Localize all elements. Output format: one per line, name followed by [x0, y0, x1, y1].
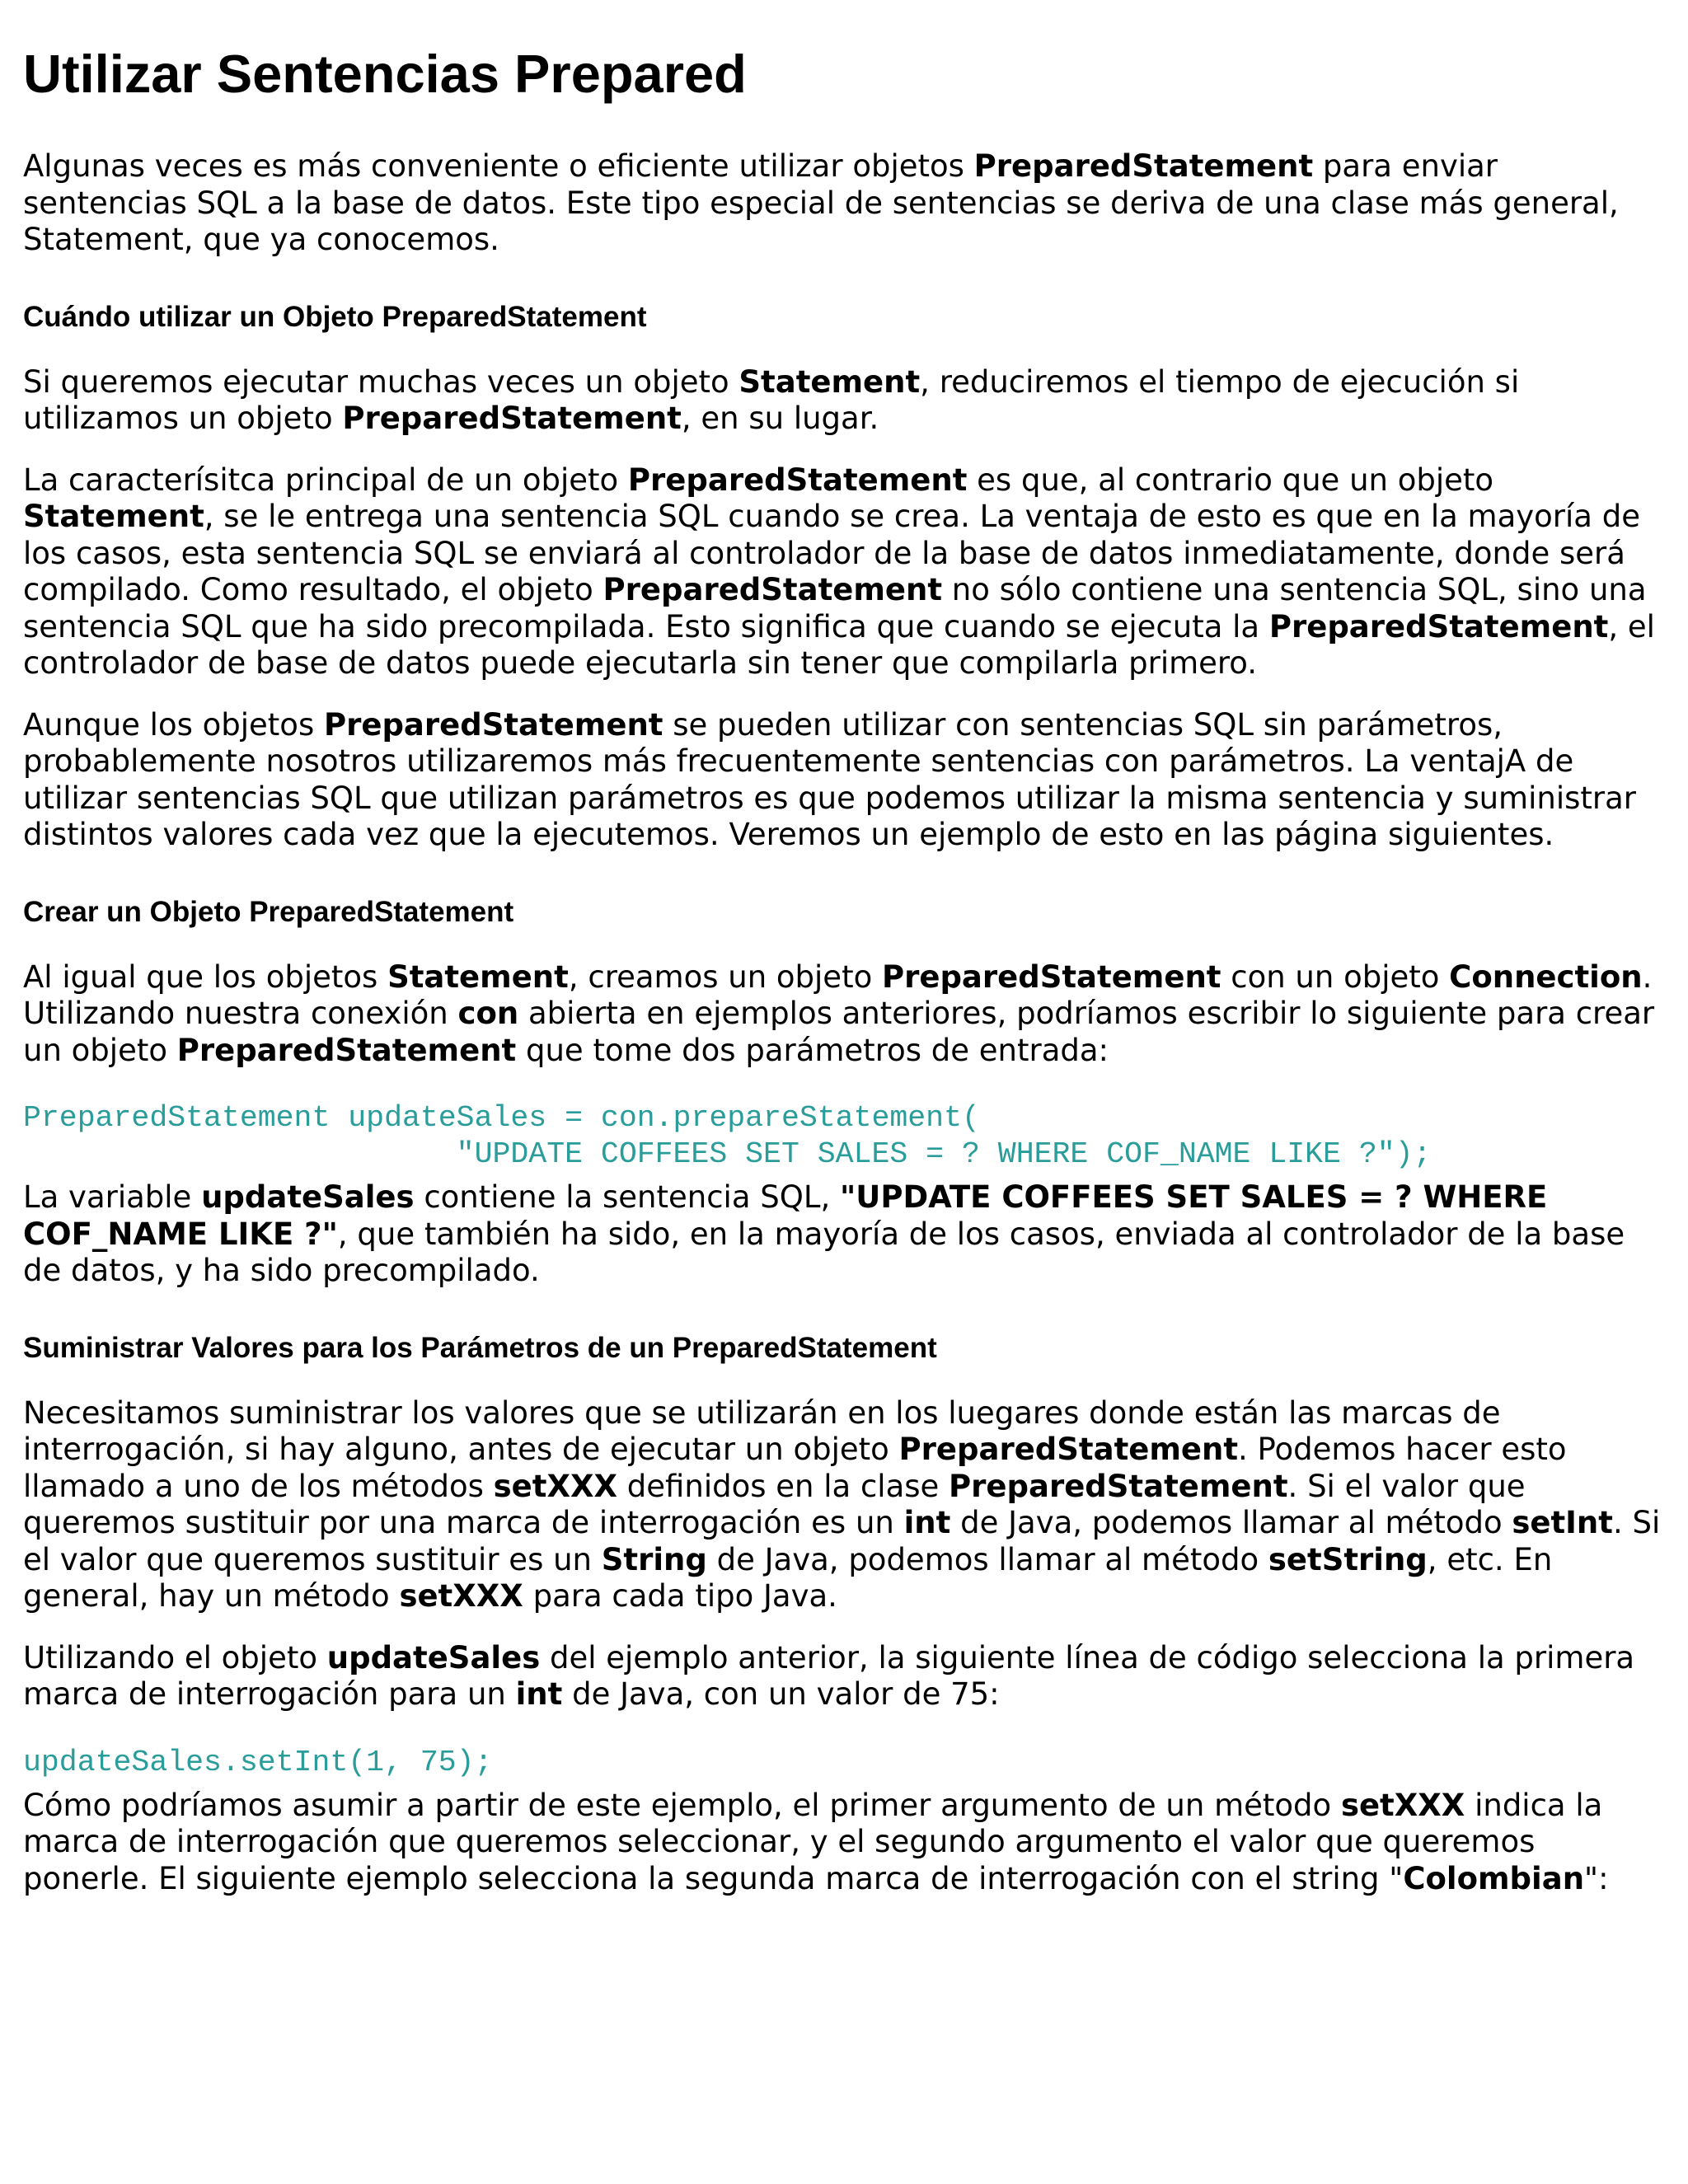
bold-term: PreparedStatement — [898, 1432, 1239, 1467]
bold-term: setXXX — [1340, 1787, 1465, 1823]
section-heading-supply-values: Suministrar Valores para los Parámetros de un PreparedStatement — [23, 1331, 937, 1364]
text-run: para enviar sentencias SQL a la base de datos. Este tipo especial de sentencias se deriva de una clase más general, Statement, que ya conocemos. — [23, 148, 1619, 257]
text-run: definidos en la clase — [617, 1468, 950, 1504]
bold-term: setXXX — [493, 1468, 618, 1504]
paragraph — [23, 707, 1667, 854]
text-run: que tome dos parámetros de entrada: — [516, 1032, 1109, 1068]
bold-term: Statement — [23, 499, 204, 534]
bold-term: PreparedStatement — [342, 401, 682, 436]
text-run: , creamos un objeto — [568, 958, 882, 995]
bold-term: Connection — [1449, 958, 1643, 995]
paragraph — [23, 959, 1667, 1070]
text-run: , etc. En general, hay un método — [23, 1541, 1553, 1614]
bold-term: PreparedStatement — [973, 148, 1314, 184]
text-run: La variable — [23, 1179, 202, 1215]
section-heading-when-to-use: Cuándo utilizar un Objeto PreparedStatement — [23, 300, 647, 333]
paragraph — [23, 1179, 1667, 1290]
bold-term: PreparedStatement — [176, 1032, 517, 1068]
text-run: indica la marca de interrogación que queremos seleccionar, y el segundo argumento el valor que queremos ponerle. El siguiente ejemplo selecciona la segunda marca de interrogación con el string " — [23, 1787, 1603, 1896]
paragraph — [23, 462, 1667, 682]
paragraph — [23, 1788, 1667, 1898]
bold-term: int — [515, 1676, 563, 1712]
text-run: del ejemplo anterior, la siguiente línea de código selecciona la primera marca de interrogación para un — [23, 1639, 1635, 1712]
text-run: . Podemos hacer esto llamado a uno de los métodos — [23, 1432, 1567, 1504]
text-run: es que, al contrario que un objeto — [967, 462, 1494, 498]
bold-term: PreparedStatement — [627, 462, 968, 498]
bold-term: PreparedStatement — [949, 1468, 1288, 1504]
bold-term: "UPDATE COFFEES SET SALES = ? WHERE COF_NAME LIKE ?" — [23, 1179, 1548, 1252]
bold-term: PreparedStatement — [323, 706, 663, 743]
text-run: Aunque los objetos — [23, 706, 324, 743]
text-run: . Utilizando nuestra conexión — [23, 958, 1653, 1031]
paragraph — [23, 1395, 1667, 1615]
text-run: , reduciremos el tiempo de ejecución si utilizamos un objeto — [23, 363, 1520, 436]
intro-paragraph — [23, 148, 1667, 259]
bold-term: updateSales — [326, 1639, 541, 1675]
text-run: La caracterísitca principal de un objeto — [23, 462, 628, 498]
bold-term: int — [903, 1505, 951, 1540]
text-run: de Java, podemos llamar al método — [706, 1541, 1268, 1577]
bold-term: setXXX — [399, 1578, 523, 1614]
text-run: se pueden utilizar con sentencias SQL sin parámetros, probablemente nosotros utilizaremos más frecuentemente sentencias con parámetros. La ventajA de utilizar sentencias SQL que utilizan parámetros es que podemos utilizar la misma sentencia y suministrar distintos valores cada vez que la ejecutemos. Veremos un ejemplo de esto en las página siguientes. — [23, 706, 1636, 852]
bold-term: String — [601, 1541, 707, 1577]
section-heading-create-object: Crear un Objeto PreparedStatement — [23, 895, 514, 928]
text-run: contiene la sentencia SQL, — [414, 1179, 841, 1215]
bold-term: Statement — [738, 363, 921, 400]
bold-term: updateSales — [201, 1179, 415, 1215]
text-run: Utilizando el objeto — [23, 1639, 327, 1675]
text-run: Si queremos ejecutar muchas veces un objeto — [23, 363, 739, 400]
text-run: Al igual que los objetos — [23, 958, 388, 995]
bold-term: Colombian — [1403, 1860, 1585, 1896]
bold-term: setInt — [1512, 1505, 1613, 1540]
text-run: Necesitamos suministrar los valores que se utilizarán en los luegares donde están las marcas de interrogación, si hay alguno, antes de ejecutar un objeto — [23, 1394, 1501, 1467]
text-run: de Java, con un valor de 75: — [562, 1676, 1000, 1712]
text-run: de Java, podemos llamar al método — [950, 1505, 1512, 1540]
text-run: Algunas veces es más conveniente o eficiente utilizar objetos — [23, 148, 974, 184]
text-run: . Si el valor que queremos sustituir es un — [23, 1505, 1661, 1577]
text-run: , que también ha sido, en la mayoría de los casos, enviada al controlador de la base de datos, y ha sido precompilado. — [23, 1216, 1625, 1288]
text-run: no sólo contiene una sentencia SQL, sino una sentencia SQL que ha sido precompilada. Esto significa que cuando se ejecuta la — [23, 572, 1647, 644]
text-run: Cómo podríamos asumir a partir de este ejemplo, el primer argumento de un método — [23, 1787, 1341, 1823]
code-block-prepare-statement: PreparedStatement updateSales = con.prepareStatement( "UPDATE COFFEES SET SALES = ? WHERE COF_NAME LIKE ?"); — [23, 1101, 1432, 1171]
bold-term: PreparedStatement — [1268, 608, 1609, 644]
code-block-set-int: updateSales.setInt(1, 75); — [23, 1745, 493, 1779]
paragraph — [23, 1640, 1667, 1713]
paragraph — [23, 364, 1667, 438]
text-run: , se le entrega una sentencia SQL cuando se crea. La ventaja de esto es que en la mayoría de los casos, esta sentencia SQL se enviará al controlador de la base de datos inmediatamente, donde será compilado. Como resultado, el objeto — [23, 499, 1640, 607]
text-run: para cada tipo Java. — [523, 1578, 837, 1614]
text-run: . Si el valor que queremos sustituir por una marca de interrogación es un — [23, 1468, 1526, 1540]
bold-term: PreparedStatement — [881, 958, 1221, 995]
page-title: Utilizar Sentencias Prepared — [23, 44, 747, 104]
bold-term: setString — [1268, 1541, 1428, 1577]
text-run: , en su lugar. — [681, 401, 879, 436]
text-run: abierta en ejemplos anteriores, podríamos escribir lo siguiente para crear un objeto — [23, 996, 1655, 1068]
bold-term: PreparedStatement — [603, 572, 943, 607]
document-page — [23, 40, 1667, 1922]
text-run: , el controlador de base de datos puede ejecutarla sin tener que compilarla primero. — [23, 608, 1655, 681]
text-run: con un objeto — [1221, 958, 1450, 995]
text-run: ": — [1584, 1860, 1609, 1896]
bold-term: con — [457, 996, 519, 1031]
bold-term: Statement — [387, 958, 569, 995]
